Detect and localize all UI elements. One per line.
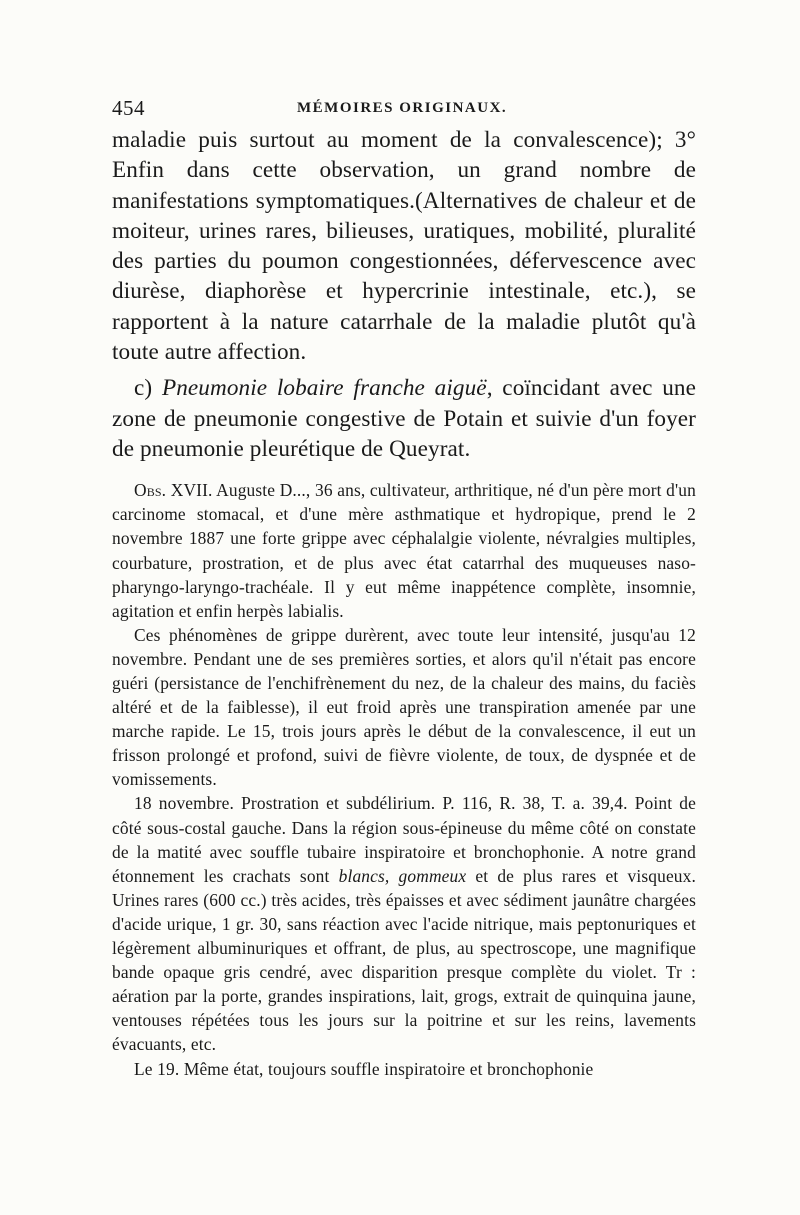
paragraph-text: et de plus rares et visqueux. Urines rares (600 cc.) très acides, très épaisses et avec sédiment jaunâtre chargées d'acide urique, 1 gr. 30, sans réaction avec l'acide nitrique, mais peptonuriques et légèrement albuminuriques et offrant, de plus, au spectroscope, une magnifique bande opaque gris cendré, avec disparition presque complète du violet. Tr : aération par la porte, grandes inspirations, lait, grogs, extrait de quinquina jaune, ventouses répétées tous les jours sur la poitrine et sur les reins, lavements évacuants, etc. [112,865,696,1055]
observation-paragraph [112,478,696,623]
page-number: 454 [112,96,145,120]
page-header [112,96,696,126]
section-title: Pneumonie lobaire franche aiguë [161,375,487,402]
paragraph-symptoms [112,623,696,792]
paragraph-nov-19 [112,1057,696,1081]
paragraph-text: Le 19. Même état, toujours souffle inspiratoire et bronchophonie [134,1058,594,1079]
paragraph-text: Auguste D..., 36 ans, cultivateur, arthritique, né d'un père mort d'un carcinome stomacal, et d'une mère asthmatique et hydropique, prend le 2 novembre 1887 une forte grippe avec céphalalgie violente, névralgies multiples, courbature, prostration, et de plus avec état catarrhal des muqueuses naso-pharyngo-laryngo-trachéale. Il y eut même inappétence complète, insomnie, agitation et enfin herpès labialis. [112,480,696,621]
observation-label: Obs. XVII. [134,480,213,501]
section-label: c) [134,375,162,402]
italic-text: blancs, gommeux [338,865,467,886]
paragraph-text: Ces phénomènes de grippe durèrent, avec toute leur intensité, jusqu'au 12 novembre. Pendant une de ses premières sorties, et alors qu'il n'était pas encore guéri (persistance de l'enchifrènement du nez, de la chaleur des mains, du faciès altéré et de la faiblesse), il eut froid après une transpiration amenée par une marche rapide. Le 15, trois jours après le début de la convalescence, il eut un frisson prolongé et profond, suivi de fièvre violente, de toux, de dyspnée et de vomissements. [112,624,696,790]
paragraph-text: 18 novembre. Prostration et subdélirium. P. 116, R. 38, T. a. 39,4. Point de côté sous-costal gauche. Dans la région sous-épineuse du même côté on constate de la matité avec souffle tubaire inspiratoire et bronchophonie. A notre grand étonnement les crachats sont [112,793,696,886]
running-head: MÉMOIRES ORIGINAUX. [297,100,508,116]
paragraph-section-c [112,373,696,464]
paragraph-continuation [112,125,696,367]
paragraph-nov-18 [112,791,696,1056]
body-text [112,125,696,1081]
paragraph-text: maladie puis surtout au moment de la convalescence); 3° Enfin dans cette observation, un grand nombre de manifestations symptomatiques.(Alternatives de chaleur et de moiteur, urines rares, bilieuses, uratiques, mobilité, pluralité des parties du poumon congestionnées, défervescence avec diurèse, diaphorèse et hypercrinie intestinale, etc.), se rapportent à la nature catarrhale de la maladie plutôt qu'à toute autre affection. [112,127,696,366]
paragraph-text: , coïncidant avec une zone de pneumonie congestive de Potain et suivie d'un foyer de pneumonie pleurétique de Queyrat. [112,375,696,462]
